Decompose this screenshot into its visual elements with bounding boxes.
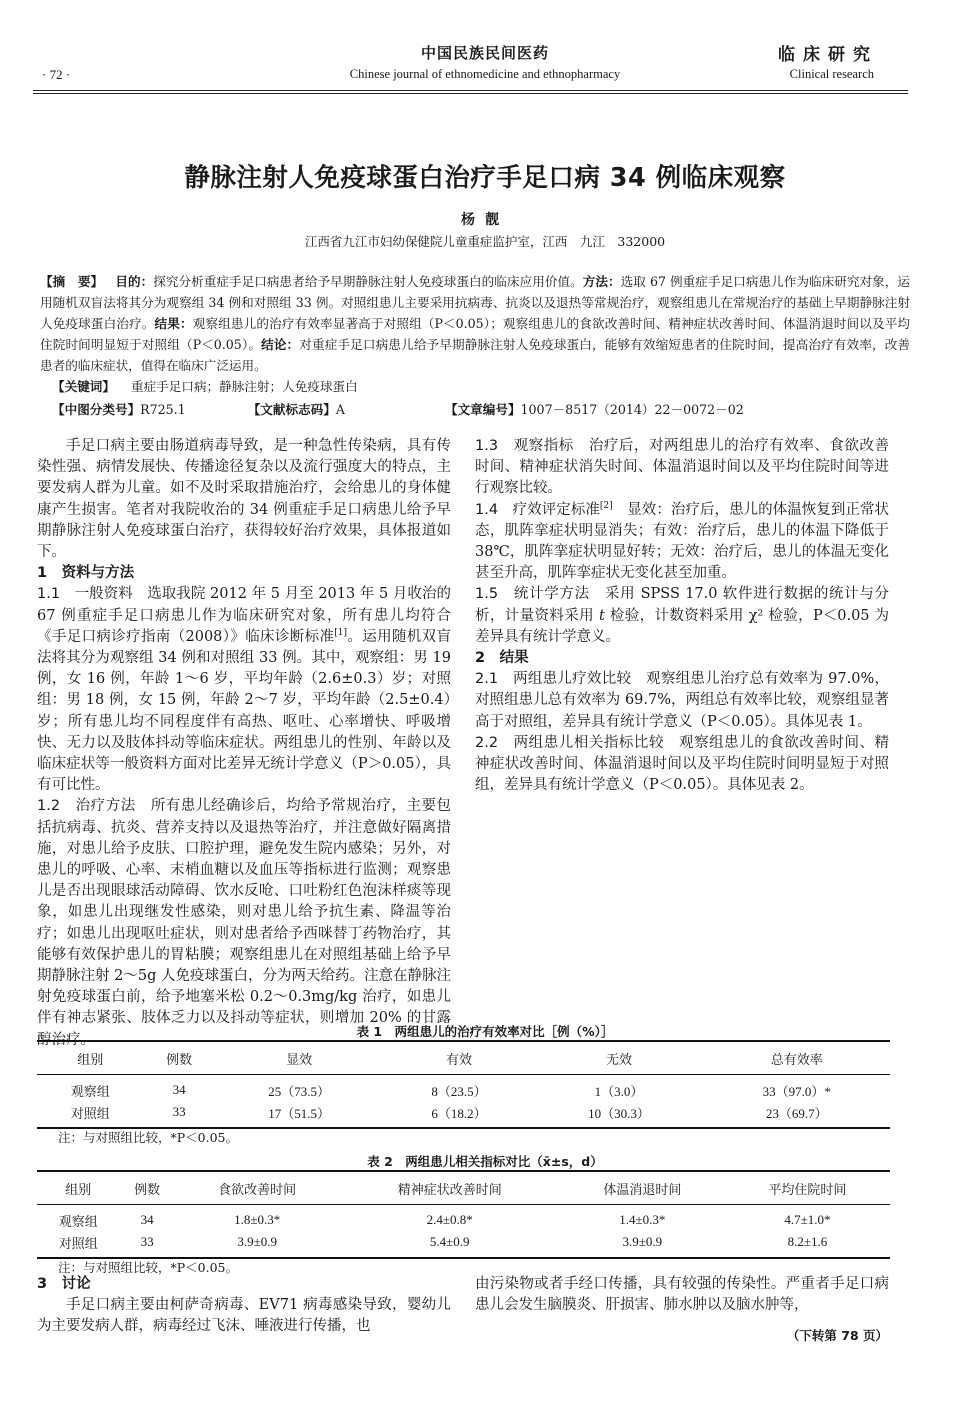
- header-rule: [33, 90, 908, 94]
- section-2-1: [475, 669, 889, 733]
- abstract-purpose: 探究分析重症手足口病患者给予早期静脉注射人免疫球蛋白的临床应用价值。: [153, 274, 583, 289]
- section-1-4: [475, 500, 889, 585]
- table-cell: 23（69.7）: [703, 1101, 890, 1128]
- table-cell: 对照组: [37, 1101, 144, 1128]
- keywords: 重症手足口病；静脉注射；人免疫球蛋白: [130, 379, 358, 394]
- section-1-1: [37, 584, 451, 796]
- table-cell: 8.2±1.6: [725, 1231, 890, 1258]
- doc-code-value: A: [335, 402, 345, 417]
- table-1-caption: 表 1 两组患儿的治疗有效率对比［例（%）］: [356, 1024, 614, 1039]
- article-title: 静脉注射人免疫球蛋白治疗手足口病 34 例临床观察: [184, 163, 786, 193]
- table-cell: 3.9±0.9: [175, 1231, 340, 1258]
- column-header: 例数: [120, 1171, 175, 1205]
- section-title-en: Clinical research: [789, 67, 874, 81]
- abstract-label: 【摘 要】: [40, 274, 104, 289]
- article-no-label: 【文章编号】: [444, 402, 521, 417]
- classification-line: [52, 399, 912, 418]
- section-1-5-text-a: 采用 SPSS 17.0 软件进行数据的统计与分析，计量资料采用: [475, 586, 890, 624]
- table-2-note: 注：与对照组比较，*P＜0.05。: [58, 1260, 238, 1275]
- table-1-note: 注：与对照组比较，*P＜0.05。: [58, 1130, 238, 1145]
- section-2-heading: 2 结果: [475, 650, 529, 667]
- table-cell: 2.4±0.8*: [426, 1212, 473, 1227]
- body-right-column: [475, 436, 889, 796]
- section-1-5: [475, 584, 889, 648]
- section-1-5-heading: 1.5 统计学方法: [475, 586, 590, 603]
- table-cell: 33（97.0）*: [762, 1083, 831, 1099]
- section-title-cn: 临床研究: [778, 45, 878, 65]
- table-row: [37, 1101, 890, 1128]
- column-header: 组别: [37, 1171, 120, 1205]
- doc-code-label: 【文献标志码】: [247, 402, 336, 417]
- page-number: · 72 ·: [42, 67, 71, 82]
- table-cell: 观察组: [70, 1083, 110, 1099]
- column-header: 体温消退时间: [560, 1171, 725, 1205]
- table-cell: 34: [140, 1212, 154, 1227]
- table-row: [37, 1231, 890, 1258]
- abstract-result: 观察组患儿的治疗有效率显著高于对照组（P＜0.05）；观察组患儿的食欲改善时间、精神症状改善时间、体温消退时间以及平均住院时间明显短于对照组（P＜0.05）。: [40, 316, 911, 352]
- table-cell: 33: [144, 1101, 215, 1128]
- section-2-2-heading: 2.2 两组患儿相关指标比较: [475, 734, 664, 751]
- section-3-text-left: 手足口病主要由柯萨奇病毒、EV71 病毒感染导致，婴幼儿为主要发病人群，病毒经过飞沫、唾液进行传播，也: [37, 1297, 451, 1335]
- table-2-caption: 表 2 两组患儿相关指标对比（x̄±s，d）: [367, 1154, 603, 1169]
- table-cell: 8（23.5）: [431, 1083, 487, 1099]
- column-header: 精神症状改善时间: [340, 1171, 560, 1205]
- section-2-2: [475, 733, 889, 797]
- column-header: 平均住院时间: [725, 1171, 890, 1205]
- column-header: 组别: [37, 1041, 144, 1075]
- column-header: 总有效率: [703, 1041, 890, 1075]
- table-cell: 17（51.5）: [215, 1101, 384, 1128]
- abstract-purpose-label: 目的：: [115, 274, 154, 289]
- section-3-heading: 3 讨论: [37, 1276, 91, 1292]
- section-1-2-text: 所有患儿经确诊后，均给予常规治疗，主要包括抗病毒、抗炎、营养支持以及退热等治疗，并注意做好隔离措施，对患儿给予皮肤、口腔护理，避免发生院内感染；另外，对患儿的呼吸、心率、末梢血糖以及血压等指标进行监测；观察患儿是否出现眼球活动障碍、饮水反呛、口吐粉红色泡沫样痰等现象，如患儿出现继发性感染，则对患儿给予抗生素、降温等治疗；如患儿出现呕吐症状，则对患者给予西咪替丁药物治疗，其能够有效保护患儿的胃粘膜；观察组患儿在对照组基础上给予早期静脉注射 2～5g 人免疫球蛋白，分为两天给药。注意在静脉注射免疫球蛋白前，给予地塞米松 0.2～0.3mg/kg 治疗，如患儿伴有神志紧张、肢体乏力以及抖动等症状，则增加 20% 的甘露醇治疗。: [37, 798, 452, 1048]
- t-test-symbol: t: [599, 607, 605, 624]
- abstract-result-label: 结果：: [154, 316, 193, 331]
- table-cell: 6（18.2）: [384, 1101, 535, 1128]
- table-cell: 1（3.0）: [594, 1083, 644, 1099]
- discussion-left: [37, 1274, 451, 1338]
- ref-2: [2]: [599, 500, 613, 511]
- article-no-value: 1007－8517（2014）22－0072－02: [520, 402, 744, 417]
- section-1-5-text-b: 检验，计数资料采用 χ² 检验，P＜0.05 为差异具有统计学意义。: [475, 607, 890, 645]
- column-header: 食欲改善时间: [175, 1171, 340, 1205]
- abstract: [40, 271, 910, 376]
- table-cell: 34: [172, 1082, 186, 1097]
- table-cell: 4.7±1.0*: [784, 1212, 831, 1227]
- table-2: [37, 1170, 890, 1259]
- table-cell: 5.4±0.9: [340, 1231, 560, 1258]
- section-3-text-right: 由污染物或者手经口传播，具有较强的传染性。严重者手足口病患儿会发生脑膜炎、肝损害、肺水肿以及脑水肿等，: [475, 1276, 889, 1314]
- table-cell: 对照组: [37, 1231, 120, 1258]
- section-1-1-heading: 1.1 一般资料: [37, 586, 133, 603]
- continued-note: （下转第 78 页）: [786, 1328, 888, 1343]
- abstract-method: 选取 67 例重症手足口病患儿作为临床研究对象，运用随机双盲法将其分为观察组 34 例和对照组 33 例。对照组患儿主要采用抗病毒、抗炎以及退热等常规治疗，观察组患儿在常规治疗的基础上早期静脉注射人免疫球蛋白治疗。: [40, 274, 911, 331]
- column-header: 显效: [215, 1041, 384, 1075]
- table-cell: 33: [120, 1231, 175, 1258]
- clc-label: 【中图分类号】: [52, 402, 141, 417]
- ref-1: [1]: [334, 628, 348, 638]
- section-1-1-text-a: 选取我院 2012 年 5 月至 2013 年 5 月收治的 67 例重症手足口病患儿作为临床研究对象，所有患儿均符合《手足口病诊疗指南（2008）》临床诊断标准: [37, 586, 451, 645]
- section-1-2-heading: 1.2 治疗方法: [37, 798, 136, 815]
- section-1-3: [475, 436, 889, 500]
- intro-paragraph: 手足口病主要由肠道病毒导致，是一种急性传染病，具有传染性强、病情发展快、传播途径复杂以及流行强度大的特点，主要发病人群为儿童。如不及时采取措施治疗，会给患儿的身体健康产生损害。笔者对我院收治的 34 例重症手足口病患儿给予早期静脉注射人免疫球蛋白治疗，获得较好治疗效果，具体报道如下。: [37, 438, 451, 561]
- table-1-header-row: [37, 1041, 890, 1075]
- table-cell: 10（30.3）: [535, 1101, 704, 1128]
- section-1-4-heading: 1.4 疗效评定标准: [475, 501, 600, 518]
- section-1-4-text: 显效：治疗后，患儿的体温恢复到正常状态，肌阵挛症状明显消失；有效：治疗后，患儿的体温下降低于 38℃，肌阵挛症状明显好转；无效：治疗后，患儿的体温无变化甚至升高，肌阵挛症状无变化甚至加重。: [475, 501, 890, 582]
- column-header: 无效: [535, 1041, 704, 1075]
- journal-title-cn: 中国民族民间医药: [420, 44, 549, 62]
- column-header: 有效: [384, 1041, 535, 1075]
- section-1-3-heading: 1.3 观察指标: [475, 438, 574, 454]
- section-1-3-text: 治疗后，对两组患儿的治疗有效率、食欲改善时间、精神症状消失时间、体温消退时间以及平均住院时间等进行观察比较。: [475, 438, 890, 497]
- table-cell: 1.4±0.3*: [619, 1212, 666, 1227]
- table-cell: 观察组: [58, 1213, 98, 1229]
- article-author: 杨靓: [461, 212, 509, 228]
- keywords-label: 【关键词】: [52, 379, 115, 394]
- section-2-2-text: 观察组患儿的食欲改善时间、精神症状改善时间、体温消退时间以及平均住院时间明显短于对照组，差异具有统计学意义（P＜0.05）。具体见表 2。: [475, 734, 890, 794]
- table-2-header-row: [37, 1171, 890, 1205]
- section-2-1-heading: 2.1 两组患儿疗效比较: [475, 671, 632, 688]
- article-affiliation: 江西省九江市妇幼保健院儿童重症监护室，江西 九江 332000: [304, 234, 666, 249]
- journal-title-en: Chinese journal of ethnomedicine and ethnopharmacy: [349, 67, 621, 81]
- keywords-line: [52, 376, 358, 395]
- abstract-conclusion-label: 结论：: [261, 337, 300, 352]
- table-cell: 25（73.5）: [268, 1083, 330, 1099]
- section-1-heading: 1 资料与方法: [37, 565, 135, 582]
- table-cell: 3.9±0.9: [560, 1231, 725, 1258]
- body-left-column: [37, 436, 452, 1048]
- table-row: [37, 1205, 890, 1232]
- table-row: [37, 1075, 890, 1102]
- section-1-1-text-b: 。运用随机双盲法将其分为观察组 34 例和对照组 33 例。其中，观察组：男 19 例，女 16 例，年龄 1～6 岁，平均年龄（2.6±0.3）岁；对照组：男 18 例，女 15 例，年龄 2～7 岁，平均年龄（2.5±0.4）岁；所有患儿均不同程度伴有高热、呕吐、心率增快、呼吸增快、无力以及肢体抖动等临床症状。两组患儿的性别、年龄以及临床症状等一般资料方面对比差异无统计学意义（P＞0.05），具有可比性。: [37, 628, 451, 794]
- abstract-conclusion: 对重症手足口病患儿给予早期静脉注射人免疫球蛋白，能够有效缩短患者的住院时间，提高治疗有效率，改善患者的临床症状，值得在临床广泛运用。: [40, 337, 911, 373]
- clc-value: R725.1: [140, 402, 186, 417]
- abstract-method-label: 方法：: [582, 274, 621, 289]
- column-header: 例数: [144, 1041, 215, 1075]
- section-1-2: [37, 796, 451, 1050]
- table-1: [37, 1040, 890, 1129]
- section-2-1-text: 观察组患儿治疗总有效率为 97.0%，对照组患儿总有效率为 69.7%，两组总有效率比较，观察组显著高于对照组，差异具有统计学意义（P＜0.05）。具体见表 1。: [475, 671, 890, 730]
- discussion-right: [475, 1274, 889, 1316]
- table-cell: 1.8±0.3*: [234, 1212, 281, 1227]
